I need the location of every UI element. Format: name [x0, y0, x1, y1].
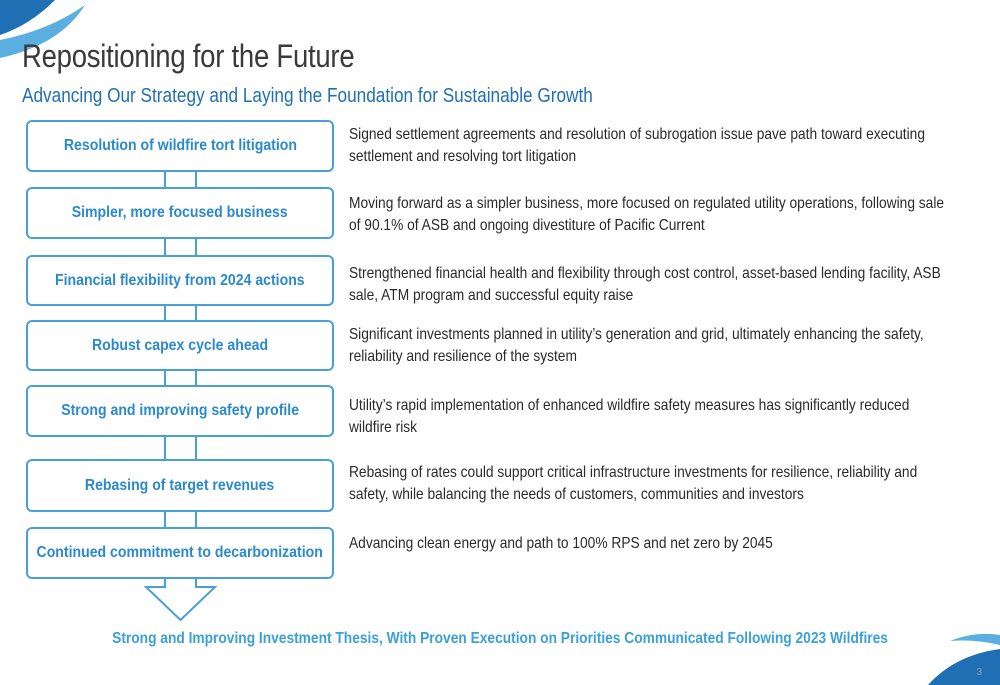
pillar-box-capex-cycle — [26, 320, 334, 371]
conclusion-text: Strong and Improving Investment Thesis, With Proven Execution on Priorities Communicated Following 2023 Wildfires — [112, 630, 888, 647]
pillar-label: Strong and improving safety profile — [61, 402, 299, 419]
pillar-label: Financial flexibility from 2024 actions — [55, 271, 305, 289]
pillar-box-safety-profile — [26, 385, 334, 437]
pillar-box-wildfire-litigation — [26, 120, 334, 172]
pillar-label: Robust capex cycle ahead — [91, 336, 269, 354]
pillar-label: Simpler, more focused business — [72, 204, 288, 221]
pillar-description: Significant investments planned in utility’s generation and grid, ultimately enhancing the safety, reliability and resilience of the system — [349, 326, 924, 365]
page-number: 3 — [976, 667, 982, 678]
pillar-description: Advancing clean energy and path to 100% RPS and net zero by 2045 — [349, 535, 773, 552]
pillar-box-simpler-business — [26, 187, 334, 239]
pillar-box-target-revenues — [26, 459, 334, 512]
pillar-box-decarbonization — [26, 527, 334, 579]
pillar-description: Rebasing of rates could support critical infrastructure investments for resilience, reliability and safety, while balancing the needs of customers, communities and investors — [349, 464, 918, 503]
corner-swoosh-bottom-right — [920, 625, 1000, 685]
pillar-description: Utility’s rapid implementation of enhanced wildfire safety measures has significantly reduced wildfire risk — [349, 397, 910, 436]
pillar-box-financial-flexibility — [26, 255, 334, 306]
page-subtitle: Advancing Our Strategy and Laying the Foundation for Sustainable Growth — [22, 85, 593, 107]
conclusion-banner — [0, 630, 1000, 648]
pillar-description: Signed settlement agreements and resolution of subrogation issue pave path toward executing settlement and resolving tort litigation — [349, 126, 925, 165]
pillar-label: Continued commitment to decarbonization — [36, 544, 324, 561]
pillar-label: Rebasing of target revenues — [85, 476, 275, 494]
pillar-description: Moving forward as a simpler business, more focused on regulated utility operations, following sale of 90.1% of ASB and ongoing divestiture of Pacific Current — [349, 195, 945, 234]
pillar-label: Resolution of wildfire tort litigation — [63, 137, 297, 154]
page-title: Repositioning for the Future — [22, 38, 355, 74]
pillar-description: Strengthened financial health and flexibility through cost control, asset-based lending facility, ASB sale, ATM program and successful equity raise — [349, 265, 941, 304]
